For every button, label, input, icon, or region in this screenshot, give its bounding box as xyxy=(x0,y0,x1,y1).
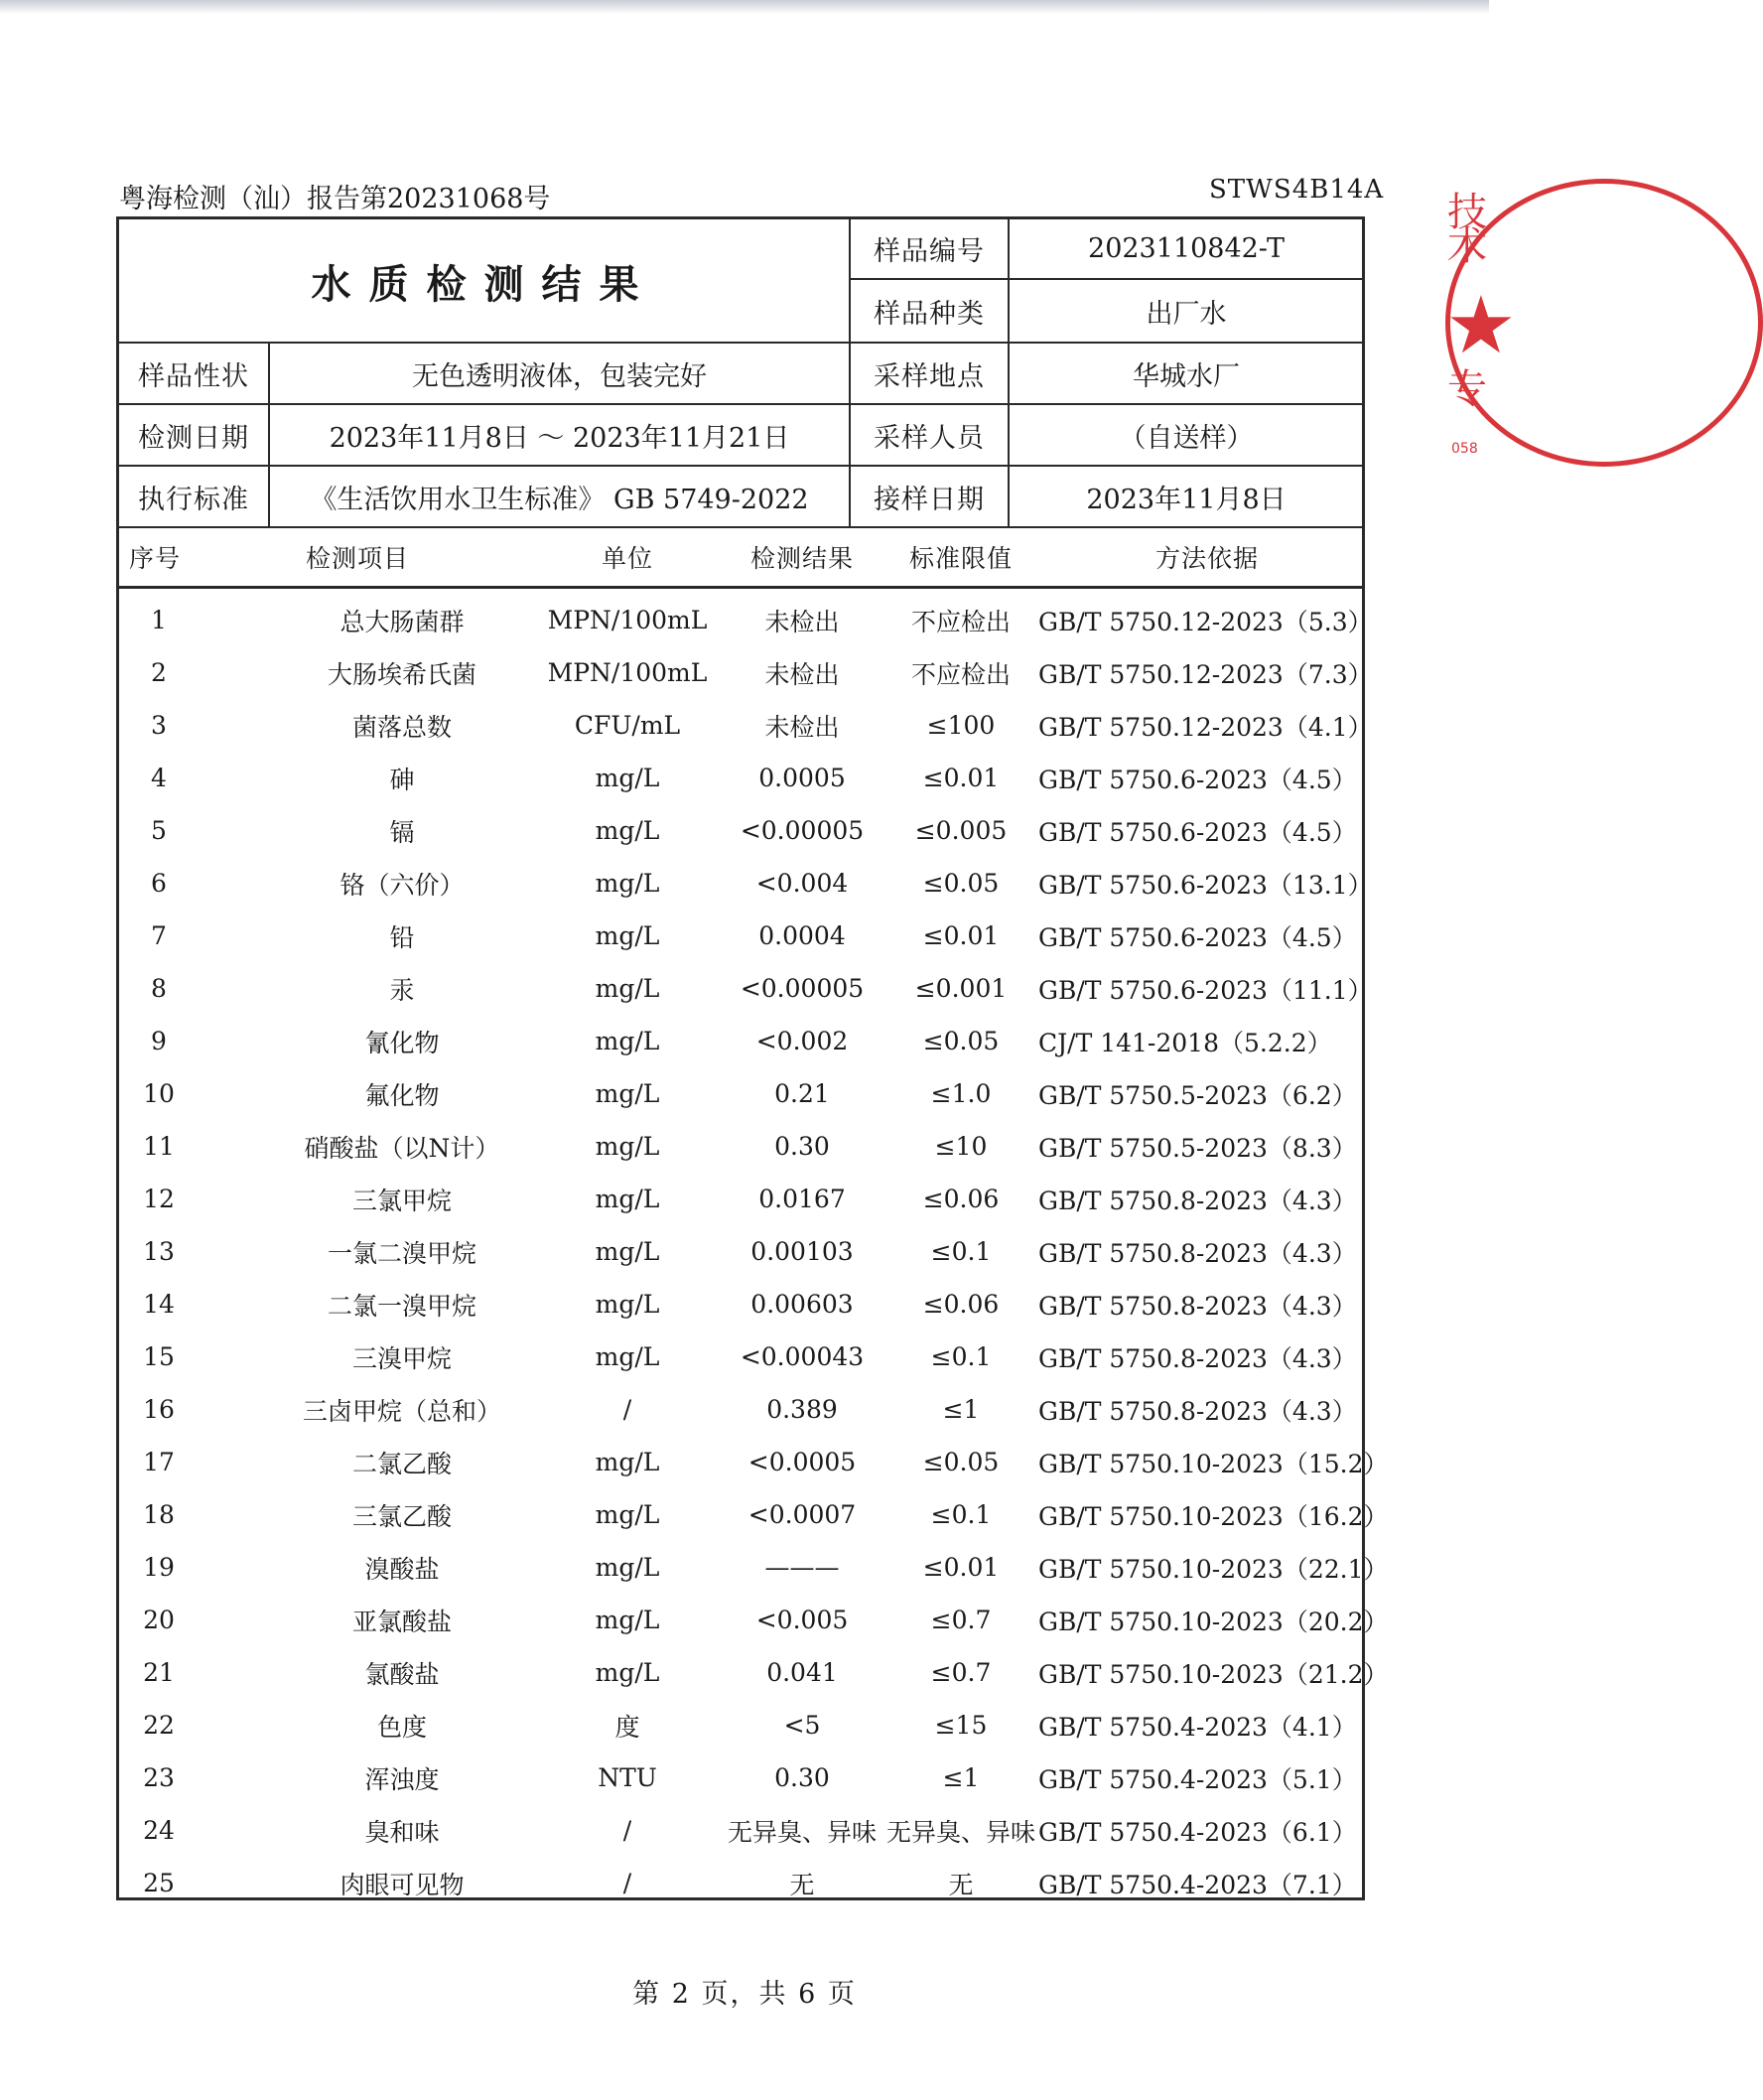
row-no: 13 xyxy=(143,1237,175,1266)
row-limit: ≤0.05 xyxy=(922,869,1000,898)
row-method: GB/T 5750.6-2023（4.5） xyxy=(1038,765,1357,794)
row-limit: ≤0.01 xyxy=(922,1553,1000,1582)
row-method: GB/T 5750.10-2023（21.2） xyxy=(1038,1659,1389,1689)
row-no: 24 xyxy=(143,1816,175,1845)
row-method: GB/T 5750.8-2023（4.3） xyxy=(1038,1238,1357,1268)
table-row xyxy=(119,804,1362,857)
row-limit: ≤0.01 xyxy=(922,764,1000,792)
row-method: GB/T 5750.6-2023（13.1） xyxy=(1038,870,1373,900)
row-item: 氟化物 xyxy=(364,1080,440,1110)
row-item: 氰化物 xyxy=(364,1028,440,1057)
row-limit: ≤0.06 xyxy=(922,1290,1000,1319)
row-limit: ≤0.001 xyxy=(914,974,1008,1003)
row-limit: ≤1 xyxy=(942,1763,980,1792)
row-item: 浑浊度 xyxy=(364,1764,440,1794)
row-method: GB/T 5750.4-2023（6.1） xyxy=(1038,1817,1357,1847)
table-row xyxy=(119,1699,1362,1751)
row-method: GB/T 5750.4-2023（5.1） xyxy=(1038,1764,1357,1794)
row-item: 镉 xyxy=(389,817,415,847)
row-result: <0.0007 xyxy=(747,1500,857,1529)
page-number: 第 2 页，共 6 页 xyxy=(632,1979,857,2010)
row-method: GB/T 5750.10-2023（16.2） xyxy=(1038,1501,1389,1531)
row-result: 0.00103 xyxy=(750,1237,854,1266)
col-header-no: 序号 xyxy=(129,544,182,573)
column-header-row xyxy=(119,528,1362,586)
row-limit: ≤100 xyxy=(926,711,996,740)
table-row xyxy=(119,1383,1362,1436)
row-unit: mg/L xyxy=(595,1500,660,1529)
row-item: 臭和味 xyxy=(364,1817,440,1847)
row-no: 4 xyxy=(151,764,167,792)
row-unit: mg/L xyxy=(595,1658,660,1687)
report-number: 粤海检测（汕）报告第20231068号 xyxy=(119,184,551,214)
table-row xyxy=(119,1015,1362,1067)
row-result: 无 xyxy=(789,1870,815,1899)
row-method: GB/T 5750.5-2023（6.2） xyxy=(1038,1080,1357,1110)
row-unit: CFU/mL xyxy=(574,711,681,740)
row-no: 16 xyxy=(143,1395,175,1424)
table-row xyxy=(119,1541,1389,1594)
row-limit: ≤1.0 xyxy=(930,1079,992,1108)
table-row xyxy=(119,1436,1389,1488)
row-result: 0.0004 xyxy=(758,921,846,950)
row-method: GB/T 5750.10-2023（22.1） xyxy=(1038,1554,1389,1584)
table-row xyxy=(119,1594,1389,1646)
row-no: 17 xyxy=(143,1448,175,1476)
row-unit: mg/L xyxy=(595,1290,660,1319)
row-item: 菌落总数 xyxy=(351,712,452,742)
row-result: 未检出 xyxy=(764,607,840,636)
row-unit: / xyxy=(622,1816,632,1845)
row-result: 未检出 xyxy=(764,659,840,689)
row-method: GB/T 5750.6-2023（11.1） xyxy=(1038,975,1373,1005)
row-result: <0.004 xyxy=(755,869,849,898)
row-method: GB/T 5750.6-2023（4.5） xyxy=(1038,817,1357,847)
row-item: 三溴甲烷 xyxy=(351,1343,452,1373)
row-item: 肉眼可见物 xyxy=(339,1870,465,1899)
row-unit: mg/L xyxy=(595,1342,660,1371)
table-row xyxy=(119,857,1373,910)
row-no: 14 xyxy=(143,1290,175,1319)
receive-date-label: 接样日期 xyxy=(874,484,985,515)
row-no: 5 xyxy=(151,816,167,845)
row-unit: mg/L xyxy=(595,921,660,950)
row-result: 0.00603 xyxy=(750,1290,854,1319)
standard-value: 《生活饮用水卫生标准》 GB 5749-2022 xyxy=(310,484,809,515)
row-method: GB/T 5750.6-2023（4.5） xyxy=(1038,922,1357,952)
row-method: GB/T 5750.8-2023（4.3） xyxy=(1038,1396,1357,1426)
row-item: 铬（六价） xyxy=(339,870,465,900)
row-result: 0.30 xyxy=(774,1763,830,1792)
seal-number: 058 xyxy=(1451,441,1478,457)
scan-edge xyxy=(0,0,1489,14)
seal-star-icon: ★ xyxy=(1445,279,1517,371)
sampler-value: （自送样） xyxy=(1119,422,1254,454)
table-row xyxy=(119,1857,1362,1909)
row-unit: / xyxy=(622,1395,632,1424)
row-item: 色度 xyxy=(376,1712,427,1742)
row-item: 氯酸盐 xyxy=(364,1659,440,1689)
row-limit: ≤0.06 xyxy=(922,1185,1000,1213)
row-no: 20 xyxy=(143,1606,175,1634)
row-unit: mg/L xyxy=(595,974,660,1003)
row-item: 铅 xyxy=(389,922,415,952)
sample-desc-value: 无色透明液体，包装完好 xyxy=(412,360,707,392)
row-limit: ≤0.05 xyxy=(922,1448,1000,1476)
row-no: 1 xyxy=(151,606,167,634)
row-result: 0.21 xyxy=(774,1079,830,1108)
col-header-limit: 标准限值 xyxy=(908,544,1013,573)
row-limit: ≤0.05 xyxy=(922,1027,1000,1055)
row-no: 19 xyxy=(143,1553,175,1582)
standard-label: 执行标准 xyxy=(138,484,249,515)
row-method: GB/T 5750.8-2023（4.3） xyxy=(1038,1291,1357,1321)
row-item: 二氯一溴甲烷 xyxy=(327,1291,476,1321)
table-row xyxy=(119,699,1373,752)
sampling-site-label: 采样地点 xyxy=(874,360,985,392)
row-limit: 不应检出 xyxy=(910,607,1011,636)
row-unit: mg/L xyxy=(595,764,660,792)
row-result: <0.0005 xyxy=(747,1448,857,1476)
row-item: 亚氯酸盐 xyxy=(351,1607,452,1636)
grid-line xyxy=(117,586,1363,589)
row-limit: ≤10 xyxy=(934,1132,988,1161)
row-unit: mg/L xyxy=(595,1027,660,1055)
row-result: <0.002 xyxy=(755,1027,849,1055)
row-limit: ≤15 xyxy=(934,1711,988,1740)
row-method: GB/T 5750.4-2023（4.1） xyxy=(1038,1712,1357,1742)
row-item: 总大肠菌群 xyxy=(339,607,465,636)
row-unit: mg/L xyxy=(595,1237,660,1266)
row-result: 0.389 xyxy=(766,1395,838,1424)
row-result: 0.0167 xyxy=(758,1185,846,1213)
row-unit: / xyxy=(622,1869,632,1897)
row-limit: ≤0.7 xyxy=(930,1658,992,1687)
row-method: GB/T 5750.10-2023（20.2） xyxy=(1038,1607,1389,1636)
row-unit: 度 xyxy=(614,1712,640,1742)
row-no: 2 xyxy=(151,658,167,687)
seal-char: 术 xyxy=(1447,223,1487,269)
row-item: 汞 xyxy=(389,975,415,1005)
row-limit: ≤0.7 xyxy=(930,1606,992,1634)
row-no: 23 xyxy=(143,1763,175,1792)
row-no: 22 xyxy=(143,1711,175,1740)
row-unit: MPN/100mL xyxy=(547,606,708,634)
row-method: GB/T 5750.12-2023（4.1） xyxy=(1038,712,1373,742)
row-item: 三卤甲烷（总和） xyxy=(302,1396,501,1426)
col-header-result: 检测结果 xyxy=(749,544,854,573)
row-unit: mg/L xyxy=(595,1079,660,1108)
row-method: GB/T 5750.5-2023（8.3） xyxy=(1038,1133,1357,1163)
row-limit: ≤0.005 xyxy=(914,816,1008,845)
seal-char: 专 xyxy=(1447,366,1487,412)
row-result: 无异臭、异味 xyxy=(727,1817,877,1847)
sampler-label: 采样人员 xyxy=(874,422,985,454)
row-unit: mg/L xyxy=(595,1606,660,1634)
row-unit: mg/L xyxy=(595,1132,660,1161)
row-result: 0.041 xyxy=(766,1658,838,1687)
table-row xyxy=(119,1225,1362,1278)
row-result: 0.30 xyxy=(774,1132,830,1161)
row-no: 9 xyxy=(151,1027,167,1055)
receive-date-value: 2023年11月8日 xyxy=(1086,484,1287,515)
sample-type-label: 样品种类 xyxy=(874,298,985,330)
col-header-item: 检测项目 xyxy=(305,544,409,573)
sample-desc-label: 样品性状 xyxy=(138,360,249,392)
row-result: <0.00005 xyxy=(740,816,865,845)
row-no: 10 xyxy=(143,1079,175,1108)
col-header-unit: 单位 xyxy=(601,544,653,573)
row-no: 6 xyxy=(151,869,167,898)
sample-no-label: 样品编号 xyxy=(874,235,985,267)
row-result: <0.00043 xyxy=(740,1342,865,1371)
row-item: 三氯甲烷 xyxy=(351,1186,452,1215)
row-method: GB/T 5750.8-2023（4.3） xyxy=(1038,1186,1357,1215)
row-unit: mg/L xyxy=(595,1448,660,1476)
col-header-method: 方法依据 xyxy=(1154,544,1259,573)
row-limit: 无 xyxy=(948,1870,974,1899)
row-no: 15 xyxy=(143,1342,175,1371)
row-result: <0.005 xyxy=(755,1606,849,1634)
row-unit: mg/L xyxy=(595,1553,660,1582)
row-method: GB/T 5750.12-2023（5.3） xyxy=(1038,607,1373,636)
row-no: 3 xyxy=(151,711,167,740)
row-limit: ≤0.1 xyxy=(930,1237,992,1266)
table-row xyxy=(119,1751,1362,1804)
row-no: 18 xyxy=(143,1500,175,1529)
table-row xyxy=(119,1330,1362,1383)
row-no: 11 xyxy=(143,1132,175,1161)
row-item: 大肠埃希氏菌 xyxy=(327,659,476,689)
table-row xyxy=(119,1278,1362,1330)
row-method: GB/T 5750.8-2023（4.3） xyxy=(1038,1343,1357,1373)
row-limit: ≤1 xyxy=(942,1395,980,1424)
sampling-site-value: 华城水厂 xyxy=(1133,360,1240,392)
table-row xyxy=(119,910,1362,962)
row-method: GB/T 5750.12-2023（7.3） xyxy=(1038,659,1373,689)
sample-no-value: 2023110842-T xyxy=(1088,232,1285,264)
sample-type-value: 出厂水 xyxy=(1146,298,1227,330)
seal-char: 技 xyxy=(1447,190,1487,235)
row-method: GB/T 5750.10-2023（15.2） xyxy=(1038,1449,1389,1478)
report-title: 水质检测结果 xyxy=(311,260,657,308)
table-row xyxy=(119,752,1362,804)
row-method: CJ/T 141-2018（5.2.2） xyxy=(1038,1028,1332,1057)
test-date-value: 2023年11月8日 ～ 2023年11月21日 xyxy=(329,422,790,454)
table-row xyxy=(119,1067,1362,1120)
row-unit: mg/L xyxy=(595,869,660,898)
row-item: 三氯乙酸 xyxy=(351,1501,452,1531)
row-no: 12 xyxy=(143,1185,175,1213)
row-no: 8 xyxy=(151,974,167,1003)
row-no: 25 xyxy=(143,1869,175,1897)
row-item: 一氯二溴甲烷 xyxy=(327,1238,476,1268)
row-no: 7 xyxy=(151,921,167,950)
row-result: 0.0005 xyxy=(758,764,846,792)
table-row xyxy=(119,1804,1362,1857)
row-result: <0.00005 xyxy=(740,974,865,1003)
row-unit: MPN/100mL xyxy=(547,658,708,687)
row-item: 二氯乙酸 xyxy=(351,1449,452,1478)
table-row xyxy=(119,594,1373,646)
row-unit: mg/L xyxy=(595,816,660,845)
table-row xyxy=(119,646,1373,699)
row-limit: ≤0.1 xyxy=(930,1500,992,1529)
official-seal xyxy=(1445,179,1517,467)
row-unit: NTU xyxy=(598,1763,657,1792)
row-item: 砷 xyxy=(389,765,415,794)
row-item: 硝酸盐（以N计） xyxy=(304,1133,500,1163)
table-row xyxy=(119,1646,1389,1699)
test-date-label: 检测日期 xyxy=(138,422,249,454)
row-result: ——— xyxy=(764,1553,840,1582)
row-unit: mg/L xyxy=(595,1185,660,1213)
table-row xyxy=(119,1173,1362,1225)
row-limit: ≤0.01 xyxy=(922,921,1000,950)
table-row xyxy=(119,1488,1389,1541)
row-item: 溴酸盐 xyxy=(364,1554,440,1584)
row-result: 未检出 xyxy=(764,712,840,742)
table-row xyxy=(119,962,1373,1015)
row-limit: 不应检出 xyxy=(910,659,1011,689)
document-code: STWS4B14A xyxy=(1209,175,1385,205)
table-row xyxy=(119,1120,1362,1173)
row-method: GB/T 5750.4-2023（7.1） xyxy=(1038,1870,1357,1899)
row-limit: 无异臭、异味 xyxy=(885,1817,1035,1847)
row-limit: ≤0.1 xyxy=(930,1342,992,1371)
row-result: <5 xyxy=(783,1711,821,1740)
row-no: 21 xyxy=(143,1658,175,1687)
